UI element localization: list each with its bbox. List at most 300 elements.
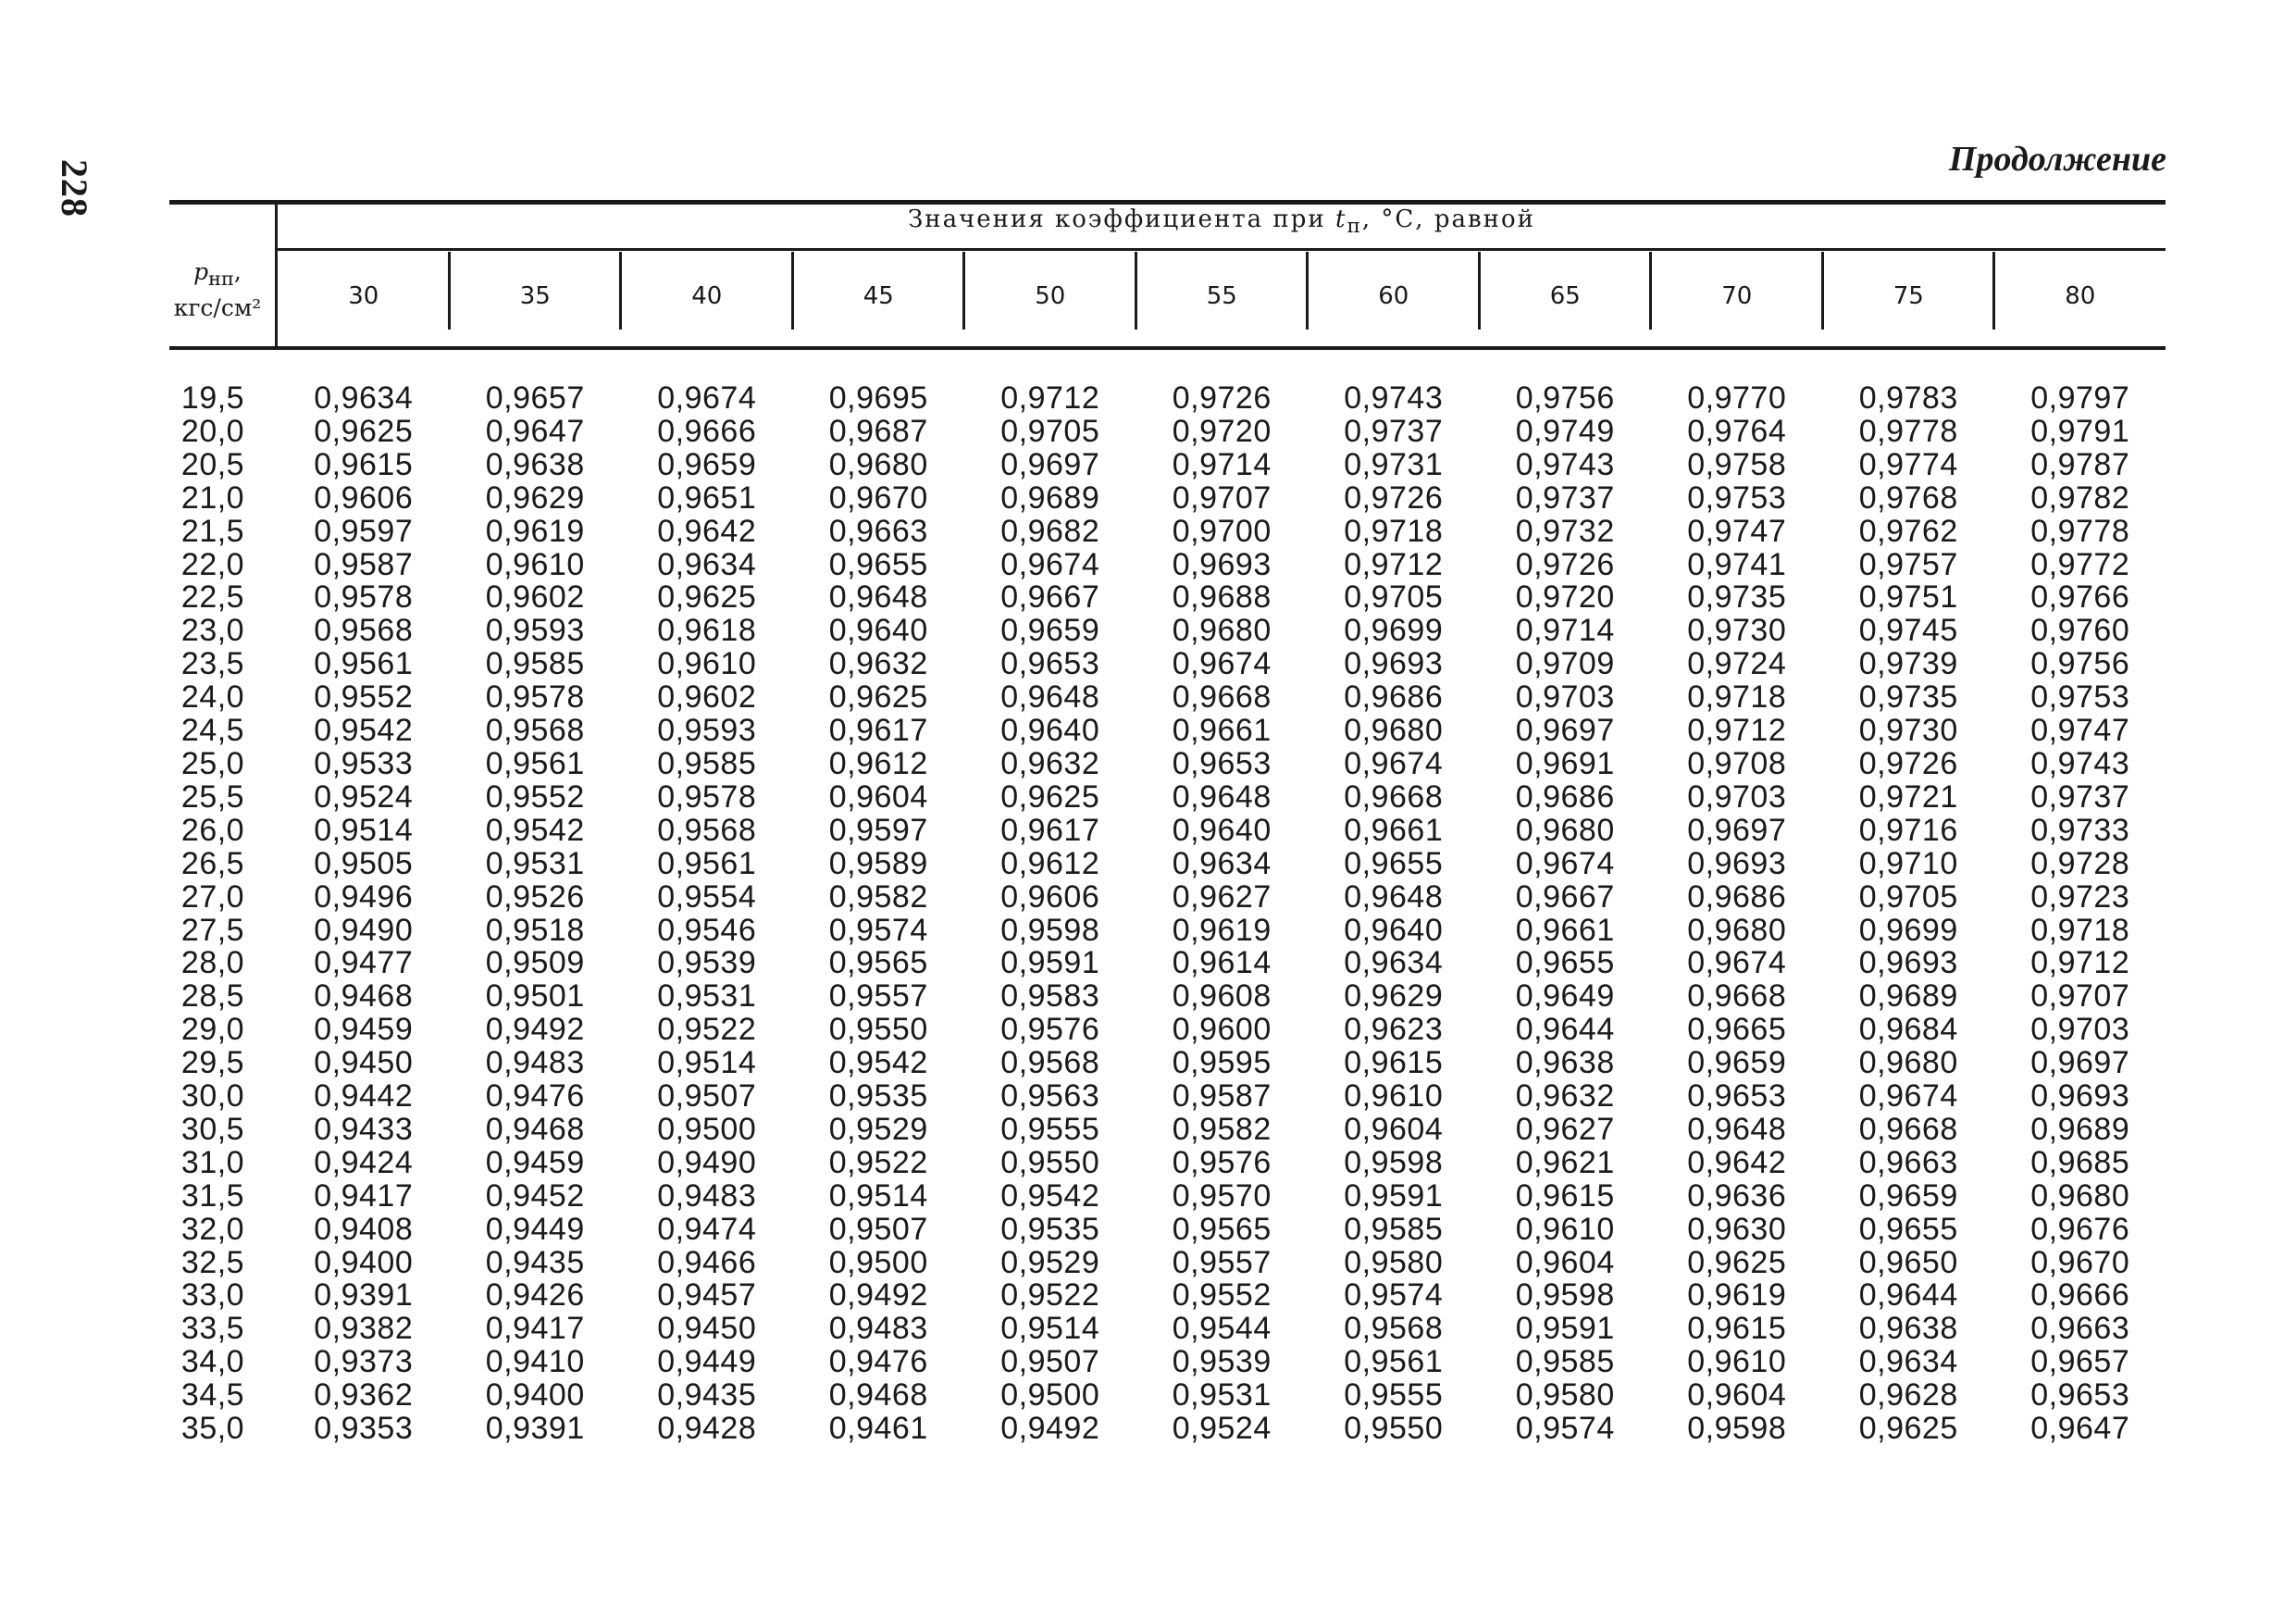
value-cell: 0,9680 — [1172, 613, 1272, 649]
value-cell: 0,9753 — [1687, 479, 1787, 516]
value-cell: 0,9674 — [1344, 745, 1444, 781]
value-cell: 0,9542 — [1000, 1177, 1100, 1214]
pressure-cell: 22,0 — [180, 546, 245, 582]
value-cell: 0,9568 — [1000, 1045, 1100, 1081]
value-cell: 0,9703 — [1515, 679, 1615, 716]
value-cell: 0,9435 — [485, 1244, 585, 1280]
value-cell: 0,9490 — [657, 1144, 757, 1180]
value-cell: 0,9629 — [1344, 978, 1444, 1015]
value-cell: 0,9400 — [314, 1244, 414, 1280]
value-cell: 0,9442 — [314, 1078, 414, 1115]
value-cell: 0,9737 — [1515, 479, 1615, 516]
value-cell: 0,9531 — [485, 845, 585, 881]
value-cell: 0,9459 — [314, 1012, 414, 1048]
value-cell: 0,9591 — [1515, 1311, 1615, 1347]
value-cell: 0,9583 — [1000, 978, 1100, 1015]
pressure-cell: 34,0 — [180, 1344, 245, 1380]
value-cell: 0,9689 — [2030, 1111, 2130, 1147]
value-cell: 0,9555 — [1344, 1377, 1444, 1414]
value-cell: 0,9582 — [1172, 1111, 1272, 1147]
value-column-80 — [1994, 382, 2166, 1446]
value-cell: 0,9604 — [1515, 1244, 1615, 1280]
column-header-30: 30 — [348, 282, 379, 310]
header-bottom-rule — [169, 346, 2166, 350]
value-cell: 0,9461 — [828, 1411, 928, 1447]
pressure-cell: 24,0 — [180, 679, 245, 716]
value-cell: 0,9634 — [1858, 1344, 1958, 1380]
value-cell: 0,9619 — [485, 513, 585, 549]
table-top-rule — [169, 200, 2166, 205]
value-cell: 0,9362 — [314, 1377, 414, 1414]
page-number: 228 — [54, 159, 95, 218]
value-cell: 0,9483 — [485, 1045, 585, 1081]
value-column-35 — [450, 382, 622, 1446]
column-header-35: 35 — [519, 282, 551, 310]
value-cell: 0,9707 — [2030, 978, 2130, 1015]
value-cell: 0,9598 — [1515, 1277, 1615, 1314]
value-cell: 0,9768 — [1858, 479, 1958, 516]
value-cell: 0,9522 — [1000, 1277, 1100, 1314]
value-cell: 0,9585 — [485, 646, 585, 682]
value-cell: 0,9647 — [2030, 1411, 2130, 1447]
value-cell: 0,9772 — [2030, 546, 2130, 582]
value-cell: 0,9657 — [485, 380, 585, 416]
value-cell: 0,9490 — [314, 912, 414, 948]
value-cell: 0,9580 — [1515, 1377, 1615, 1414]
value-cell: 0,9459 — [485, 1144, 585, 1180]
value-cell: 0,9568 — [1344, 1311, 1444, 1347]
value-cell: 0,9688 — [1172, 579, 1272, 616]
value-cell: 0,9737 — [2030, 778, 2130, 815]
value-cell: 0,9625 — [1687, 1244, 1787, 1280]
value-cell: 0,9638 — [1858, 1311, 1958, 1347]
value-cell: 0,9435 — [657, 1377, 757, 1414]
value-cell: 0,9570 — [1172, 1177, 1272, 1214]
value-cell: 0,9578 — [657, 778, 757, 815]
value-cell: 0,9600 — [1172, 1012, 1272, 1048]
value-cell: 0,9630 — [1687, 1211, 1787, 1247]
column-header-50: 50 — [1035, 282, 1066, 310]
value-cell: 0,9674 — [1172, 646, 1272, 682]
value-cell: 0,9587 — [1172, 1078, 1272, 1115]
pressure-cell: 20,5 — [180, 446, 245, 482]
value-cell: 0,9720 — [1172, 413, 1272, 449]
value-cell: 0,9693 — [1858, 945, 1958, 981]
value-cell: 0,9659 — [1000, 613, 1100, 649]
value-cell: 0,9634 — [1172, 845, 1272, 881]
value-cell: 0,9733 — [2030, 812, 2130, 848]
value-cell: 0,9477 — [314, 945, 414, 981]
value-cell: 0,9644 — [1858, 1277, 1958, 1314]
pressure-cell: 31,5 — [180, 1177, 245, 1214]
value-cell: 0,9686 — [1687, 878, 1787, 915]
value-cell: 0,9593 — [657, 713, 757, 749]
pressure-cell: 21,5 — [180, 513, 245, 549]
value-cell: 0,9770 — [1687, 380, 1787, 416]
pressure-cell: 27,0 — [180, 878, 245, 915]
value-cell: 0,9452 — [485, 1177, 585, 1214]
value-column-75 — [1823, 382, 1995, 1446]
pressure-cell: 33,5 — [180, 1311, 245, 1347]
value-cell: 0,9450 — [657, 1311, 757, 1347]
value-cell: 0,9644 — [1515, 1012, 1615, 1048]
value-cell: 0,9578 — [314, 579, 414, 616]
value-cell: 0,9648 — [1344, 878, 1444, 915]
value-cell: 0,9708 — [1687, 745, 1787, 781]
value-cell: 0,9710 — [1858, 845, 1958, 881]
stub-header-subscript: нп — [208, 268, 234, 290]
value-column-50 — [964, 382, 1136, 1446]
value-cell: 0,9417 — [314, 1177, 414, 1214]
value-cell: 0,9661 — [1515, 912, 1615, 948]
pressure-cell: 28,0 — [180, 945, 245, 981]
value-cell: 0,9648 — [828, 579, 928, 616]
value-cell: 0,9533 — [314, 745, 414, 781]
value-cell: 0,9743 — [1515, 446, 1615, 482]
value-cell: 0,9466 — [657, 1244, 757, 1280]
group-header-subscript: п — [1347, 215, 1362, 239]
value-cell: 0,9557 — [1172, 1244, 1272, 1280]
group-header — [278, 205, 2166, 238]
value-cell: 0,9730 — [1858, 713, 1958, 749]
pressure-cell: 25,5 — [180, 778, 245, 815]
value-cell: 0,9628 — [1858, 1377, 1958, 1414]
value-cell: 0,9526 — [485, 878, 585, 915]
value-cell: 0,9747 — [1687, 513, 1787, 549]
continuation-label: Продолжение — [1948, 140, 2166, 179]
column-header-70: 70 — [1721, 282, 1753, 310]
value-cell: 0,9426 — [485, 1277, 585, 1314]
value-cell: 0,9531 — [1172, 1377, 1272, 1414]
value-cell: 0,9685 — [2030, 1144, 2130, 1180]
value-cell: 0,9689 — [1000, 479, 1100, 516]
value-cell: 0,9737 — [1344, 413, 1444, 449]
value-cell: 0,9561 — [485, 745, 585, 781]
value-cell: 0,9697 — [1000, 446, 1100, 482]
value-cell: 0,9507 — [1000, 1344, 1100, 1380]
value-cell: 0,9668 — [1687, 978, 1787, 1015]
value-cell: 0,9627 — [1515, 1111, 1615, 1147]
value-cell: 0,9615 — [1515, 1177, 1615, 1214]
pressure-cell: 28,5 — [180, 978, 245, 1015]
value-cell: 0,9632 — [828, 646, 928, 682]
value-cell: 0,9552 — [314, 679, 414, 716]
value-cell: 0,9655 — [1858, 1211, 1958, 1247]
value-cell: 0,9653 — [1000, 646, 1100, 682]
pressure-cell: 34,5 — [180, 1377, 245, 1414]
pressure-cell: 29,0 — [180, 1012, 245, 1048]
value-cell: 0,9686 — [1344, 679, 1444, 716]
column-header-75: 75 — [1893, 282, 1924, 310]
value-cell: 0,9751 — [1858, 579, 1958, 616]
value-cell: 0,9468 — [828, 1377, 928, 1414]
column-header-60: 60 — [1378, 282, 1409, 310]
value-cell: 0,9612 — [1000, 845, 1100, 881]
value-cell: 0,9492 — [1000, 1411, 1100, 1447]
value-cell: 0,9665 — [1687, 1012, 1787, 1048]
value-cell: 0,9625 — [314, 413, 414, 449]
value-cell: 0,9417 — [485, 1311, 585, 1347]
value-cell: 0,9787 — [2030, 446, 2130, 482]
value-cell: 0,9524 — [1172, 1411, 1272, 1447]
value-cell: 0,9610 — [485, 546, 585, 582]
group-header-suffix: , °С, равной — [1361, 205, 1535, 233]
value-cell: 0,9712 — [1344, 546, 1444, 582]
value-cell: 0,9693 — [1172, 546, 1272, 582]
value-cell: 0,9705 — [1344, 579, 1444, 616]
value-cell: 0,9735 — [1687, 579, 1787, 616]
value-cell: 0,9400 — [485, 1377, 585, 1414]
value-cell: 0,9642 — [657, 513, 757, 549]
value-cell: 0,9492 — [828, 1277, 928, 1314]
value-cell: 0,9597 — [314, 513, 414, 549]
value-cell: 0,9756 — [2030, 646, 2130, 682]
pressure-cell: 20,0 — [180, 413, 245, 449]
value-cell: 0,9716 — [1858, 812, 1958, 848]
value-cell: 0,9382 — [314, 1311, 414, 1347]
value-cell: 0,9565 — [828, 945, 928, 981]
value-cell: 0,9391 — [485, 1411, 585, 1447]
value-cell: 0,9578 — [485, 679, 585, 716]
value-cell: 0,9712 — [1000, 380, 1100, 416]
value-cell: 0,9648 — [1172, 778, 1272, 815]
column-header-45: 45 — [863, 282, 894, 310]
value-cell: 0,9709 — [1515, 646, 1615, 682]
value-cell: 0,9640 — [1000, 713, 1100, 749]
value-cell: 0,9632 — [1515, 1078, 1615, 1115]
value-cell: 0,9468 — [314, 978, 414, 1015]
value-cell: 0,9450 — [314, 1045, 414, 1081]
value-column-40 — [621, 382, 793, 1446]
value-cell: 0,9726 — [1515, 546, 1615, 582]
value-cell: 0,9640 — [1344, 912, 1444, 948]
value-cell: 0,9735 — [1858, 679, 1958, 716]
value-cell: 0,9655 — [1344, 845, 1444, 881]
value-cell: 0,9576 — [1172, 1144, 1272, 1180]
value-cell: 0,9582 — [828, 878, 928, 915]
value-cell: 0,9500 — [657, 1111, 757, 1147]
value-column-30 — [278, 382, 450, 1446]
value-cell: 0,9615 — [1344, 1045, 1444, 1081]
value-cell: 0,9697 — [1687, 812, 1787, 848]
value-cell: 0,9684 — [1858, 1012, 1958, 1048]
value-cell: 0,9691 — [1515, 745, 1615, 781]
value-cell: 0,9730 — [1687, 613, 1787, 649]
value-cell: 0,9699 — [1858, 912, 1958, 948]
value-cell: 0,9610 — [1515, 1211, 1615, 1247]
value-cell: 0,9666 — [657, 413, 757, 449]
value-cell: 0,9627 — [1172, 878, 1272, 915]
value-cell: 0,9707 — [1172, 479, 1272, 516]
value-cell: 0,9598 — [1344, 1144, 1444, 1180]
value-cell: 0,9663 — [1858, 1144, 1958, 1180]
value-cell: 0,9689 — [1858, 978, 1958, 1015]
value-cell: 0,9604 — [1687, 1377, 1787, 1414]
value-cell: 0,9668 — [1344, 778, 1444, 815]
value-cell: 0,9522 — [828, 1144, 928, 1180]
value-cell: 0,9492 — [485, 1012, 585, 1048]
value-cell: 0,9724 — [1687, 646, 1787, 682]
value-cell: 0,9597 — [828, 812, 928, 848]
value-cell: 0,9705 — [1000, 413, 1100, 449]
value-cell: 0,9546 — [657, 912, 757, 948]
value-cell: 0,9743 — [1344, 380, 1444, 416]
value-cell: 0,9680 — [828, 446, 928, 482]
value-cell: 0,9680 — [1344, 713, 1444, 749]
pressure-cell: 22,5 — [180, 579, 245, 616]
value-cell: 0,9649 — [1515, 978, 1615, 1015]
value-column-70 — [1651, 382, 1823, 1446]
value-cell: 0,9576 — [1000, 1012, 1100, 1048]
value-cell: 0,9638 — [1515, 1045, 1615, 1081]
pressure-cell: 21,0 — [180, 479, 245, 516]
value-cell: 0,9732 — [1515, 513, 1615, 549]
value-cell: 0,9606 — [1000, 878, 1100, 915]
value-cell: 0,9505 — [314, 845, 414, 881]
pressure-cell: 26,0 — [180, 812, 245, 848]
value-cell: 0,9552 — [485, 778, 585, 815]
pressure-cell: 27,5 — [180, 912, 245, 948]
value-cell: 0,9653 — [1172, 745, 1272, 781]
value-cell: 0,9661 — [1172, 713, 1272, 749]
value-cell: 0,9568 — [485, 713, 585, 749]
value-cell: 0,9648 — [1000, 679, 1100, 716]
pressure-cell: 32,0 — [180, 1211, 245, 1247]
value-cell: 0,9514 — [828, 1177, 928, 1214]
value-cell: 0,9476 — [485, 1078, 585, 1115]
value-cell: 0,9642 — [1687, 1144, 1787, 1180]
value-cell: 0,9731 — [1344, 446, 1444, 482]
value-cell: 0,9655 — [828, 546, 928, 582]
value-cell: 0,9618 — [657, 613, 757, 649]
value-cell: 0,9501 — [485, 978, 585, 1015]
value-cell: 0,9726 — [1344, 479, 1444, 516]
value-cell: 0,9726 — [1172, 380, 1272, 416]
value-cell: 0,9674 — [657, 380, 757, 416]
value-cell: 0,9778 — [2030, 513, 2130, 549]
value-cell: 0,9449 — [657, 1344, 757, 1380]
value-cell: 0,9663 — [2030, 1311, 2130, 1347]
value-cell: 0,9659 — [657, 446, 757, 482]
value-cell: 0,9756 — [1515, 380, 1615, 416]
value-column-45 — [793, 382, 965, 1446]
value-cell: 0,9667 — [1515, 878, 1615, 915]
value-cell: 0,9476 — [828, 1344, 928, 1380]
pressure-cell: 35,0 — [180, 1411, 245, 1447]
value-cell: 0,9693 — [1344, 646, 1444, 682]
value-cell: 0,9606 — [314, 479, 414, 516]
stub-header: $p_{нп}$, кгс/см² — [157, 257, 278, 323]
value-cell: 0,9670 — [828, 479, 928, 516]
value-column-60 — [1308, 382, 1480, 1446]
value-cell: 0,9585 — [1515, 1344, 1615, 1380]
value-cell: 0,9610 — [1344, 1078, 1444, 1115]
value-cell: 0,9653 — [1687, 1078, 1787, 1115]
value-cell: 0,9518 — [485, 912, 585, 948]
value-cell: 0,9373 — [314, 1344, 414, 1380]
value-cell: 0,9625 — [657, 579, 757, 616]
value-cell: 0,9509 — [485, 945, 585, 981]
value-cell: 0,9697 — [2030, 1045, 2130, 1081]
value-cell: 0,9663 — [828, 513, 928, 549]
value-cell: 0,9783 — [1858, 380, 1958, 416]
value-cell: 0,9514 — [314, 812, 414, 848]
group-header-rule — [278, 248, 2166, 251]
value-cell: 0,9598 — [1000, 912, 1100, 948]
pressure-cell: 33,0 — [180, 1277, 245, 1314]
value-cell: 0,9625 — [1000, 778, 1100, 815]
value-cell: 0,9595 — [1172, 1045, 1272, 1081]
column-header-80: 80 — [2065, 282, 2096, 310]
value-cell: 0,9561 — [657, 845, 757, 881]
value-cell: 0,9634 — [1344, 945, 1444, 981]
value-cell: 0,9555 — [1000, 1111, 1100, 1147]
value-cell: 0,9574 — [828, 912, 928, 948]
pressure-column — [157, 382, 268, 1446]
value-cell: 0,9668 — [1172, 679, 1272, 716]
value-cell: 0,9428 — [657, 1411, 757, 1447]
value-cell: 0,9703 — [1687, 778, 1787, 815]
value-cell: 0,9712 — [2030, 945, 2130, 981]
value-cell: 0,9648 — [1687, 1111, 1787, 1147]
value-cell: 0,9721 — [1858, 778, 1958, 815]
pressure-cell: 26,5 — [180, 845, 245, 881]
value-cell: 0,9674 — [1858, 1078, 1958, 1115]
value-cell: 0,9507 — [828, 1211, 928, 1247]
value-cell: 0,9500 — [828, 1244, 928, 1280]
value-cell: 0,9474 — [657, 1211, 757, 1247]
group-header-symbol: t — [1334, 205, 1347, 233]
value-cell: 0,9697 — [1515, 713, 1615, 749]
column-header-65: 65 — [1549, 282, 1581, 310]
value-cell: 0,9457 — [657, 1277, 757, 1314]
value-cell: 0,9568 — [314, 613, 414, 649]
value-cell: 0,9712 — [1687, 713, 1787, 749]
value-cell: 0,9561 — [1344, 1344, 1444, 1380]
value-cell: 0,9791 — [2030, 413, 2130, 449]
value-cell: 0,9535 — [828, 1078, 928, 1115]
value-cell: 0,9424 — [314, 1144, 414, 1180]
value-cell: 0,9747 — [2030, 713, 2130, 749]
value-cell: 0,9623 — [1344, 1012, 1444, 1048]
value-cell: 0,9741 — [1687, 546, 1787, 582]
value-cell: 0,9580 — [1344, 1244, 1444, 1280]
value-cell: 0,9585 — [1344, 1211, 1444, 1247]
value-cell: 0,9723 — [2030, 878, 2130, 915]
value-cell: 0,9653 — [2030, 1377, 2130, 1414]
value-cell: 0,9743 — [2030, 745, 2130, 781]
value-cell: 0,9686 — [1515, 778, 1615, 815]
value-cell: 0,9529 — [828, 1111, 928, 1147]
value-cell: 0,9650 — [1858, 1244, 1958, 1280]
value-cell: 0,9514 — [1000, 1311, 1100, 1347]
value-cell: 0,9610 — [1687, 1344, 1787, 1380]
value-cell: 0,9753 — [2030, 679, 2130, 716]
value-cell: 0,9539 — [1172, 1344, 1272, 1380]
value-cell: 0,9587 — [314, 546, 414, 582]
value-cell: 0,9619 — [1172, 912, 1272, 948]
value-cell: 0,9680 — [1687, 912, 1787, 948]
value-cell: 0,9718 — [1687, 679, 1787, 716]
value-cell: 0,9621 — [1515, 1144, 1615, 1180]
value-cell: 0,9674 — [1515, 845, 1615, 881]
value-cell: 0,9687 — [828, 413, 928, 449]
column-header-40: 40 — [691, 282, 723, 310]
value-cell: 0,9659 — [1687, 1045, 1787, 1081]
pressure-cell: 30,5 — [180, 1111, 245, 1147]
pressure-cell: 19,5 — [180, 380, 245, 416]
value-cell: 0,9614 — [1172, 945, 1272, 981]
